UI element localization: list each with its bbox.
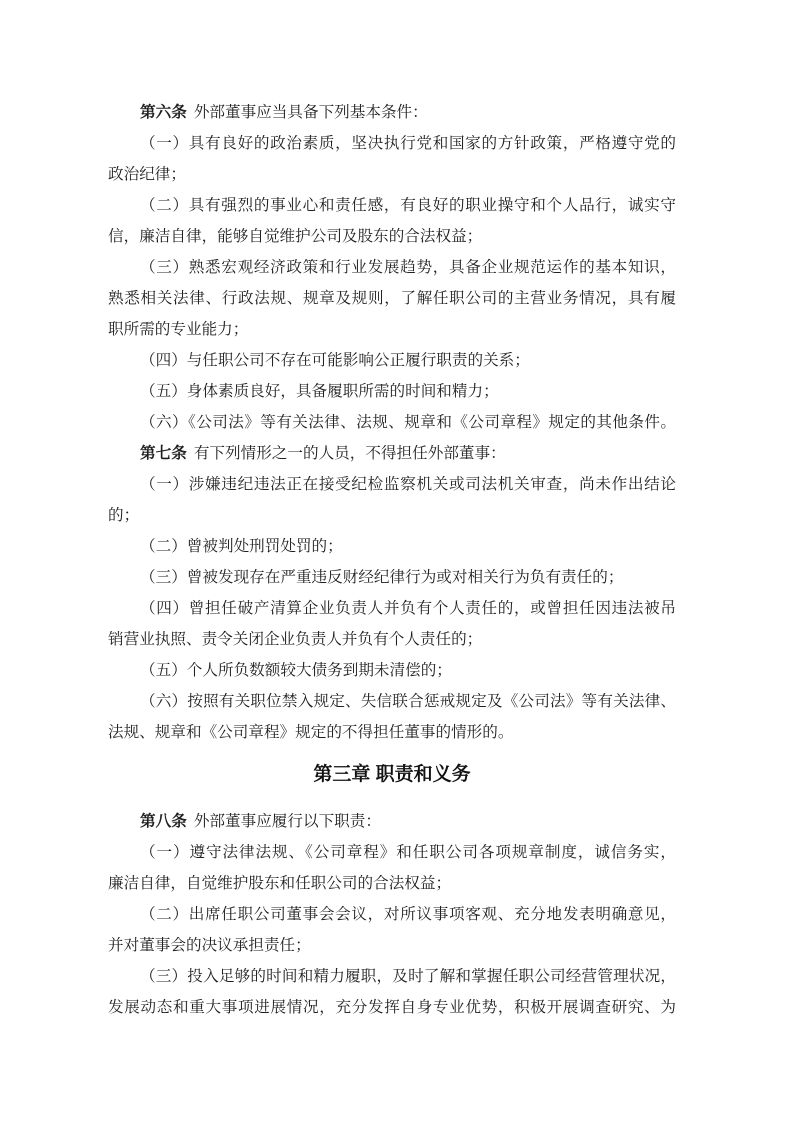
article-8-item-1-line-1: （一）遵守法律法规、《公司章程》和任职公司各项规章制度，诚信务实， xyxy=(140,844,676,861)
article-7-item-5-line-1: （五）个人所负数额较大债务到期未清偿的； xyxy=(140,662,452,679)
article-6-number: 第六条 xyxy=(140,104,187,121)
article-6-item-3-line-1: （三）熟悉宏观经济政策和行业发展趋势，具备企业规范运作的基本知识， xyxy=(140,259,676,276)
article-8-number: 第八条 xyxy=(140,813,187,830)
article-8-heading-text: 外部董事应履行以下职责： xyxy=(193,813,381,830)
article-8-item-2-line-1: （二）出席任职公司董事会会议，对所议事项客观、充分地发表明确意见， xyxy=(140,906,676,923)
article-6-item-3-line-3: 职所需的专业能力； xyxy=(108,321,249,338)
article-7-item-3-line-1: （三）曾被发现存在严重违反财经纪律行为或对相关行为负有责任的； xyxy=(140,569,624,586)
article-7-number: 第七条 xyxy=(140,445,187,462)
article-6-heading-line xyxy=(108,97,676,128)
article-8-item-3-line-1: （三）投入足够的时间和精力履职，及时了解和掌握任职公司经营管理状况， xyxy=(140,968,676,985)
article-8-heading-line xyxy=(108,806,676,837)
article-7-item-6-line-2: 法规、规章和《公司章程》规定的不得担任董事的情形的。 xyxy=(108,724,514,741)
article-7-item-6-line-1: （六）按照有关职位禁入规定、失信联合惩戒规定及《公司法》等有关法律、 xyxy=(140,693,676,710)
chapter-3-heading: 第三章 职责和义务 xyxy=(313,764,471,785)
article-6-heading-text: 外部董事应当具备下列基本条件： xyxy=(193,104,428,121)
article-6-item-2-line-1: （二）具有强烈的事业心和责任感，有良好的职业操守和个人品行，诚实守 xyxy=(140,197,676,214)
article-8-item-3-line-2: 发展动态和重大事项进展情况，充分发挥自身专业优势，积极开展调查研究、为 xyxy=(108,999,676,1016)
article-7-item-4-line-2: 销营业执照、责令关闭企业负责人并负有个人责任的； xyxy=(108,631,483,648)
article-6-item-2-line-2: 信，廉洁自律，能够自觉维护公司及股东的合法权益； xyxy=(108,228,483,245)
article-7-heading-line xyxy=(108,438,676,469)
article-6-item-4-line-1: （四）与任职公司不存在可能影响公正履行职责的关系； xyxy=(140,352,530,369)
document-content xyxy=(108,97,676,1023)
article-6-item-6-line-1: （六）《公司法》等有关法律、法规、规章和《公司章程》规定的其他条件。 xyxy=(140,414,676,431)
article-8-item-2-line-2: 并对董事会的决议承担责任； xyxy=(108,937,311,954)
article-7-item-2-line-1: （二）曾被判处刑罚处罚的； xyxy=(140,538,343,555)
article-8-item-1-line-2: 廉洁自律，自觉维护股东和任职公司的合法权益； xyxy=(108,875,452,892)
article-6-item-1-line-2: 政治纪律； xyxy=(108,166,186,183)
article-7-item-1-line-2: 的； xyxy=(108,507,140,524)
article-7-heading-text: 有下列情形之一的人员，不得担任外部董事： xyxy=(193,445,506,462)
article-6-item-3-line-2: 熟悉相关法律、行政法规、规章及规则，了解任职公司的主营业务情况，具有履 xyxy=(108,290,676,307)
article-7-item-1-line-1: （一）涉嫌违纪违法正在接受纪检监察机关或司法机关审查，尚未作出结论 xyxy=(140,476,676,493)
article-7-item-4-line-1: （四）曾担任破产清算企业负责人并负有个人责任的，或曾担任因违法被吊 xyxy=(140,600,676,617)
article-6-item-1-line-1: （一）具有良好的政治素质，坚决执行党和国家的方针政策，严格遵守党的 xyxy=(140,135,676,152)
article-6-item-5-line-1: （五）身体素质良好，具备履职所需的时间和精力； xyxy=(140,383,499,400)
